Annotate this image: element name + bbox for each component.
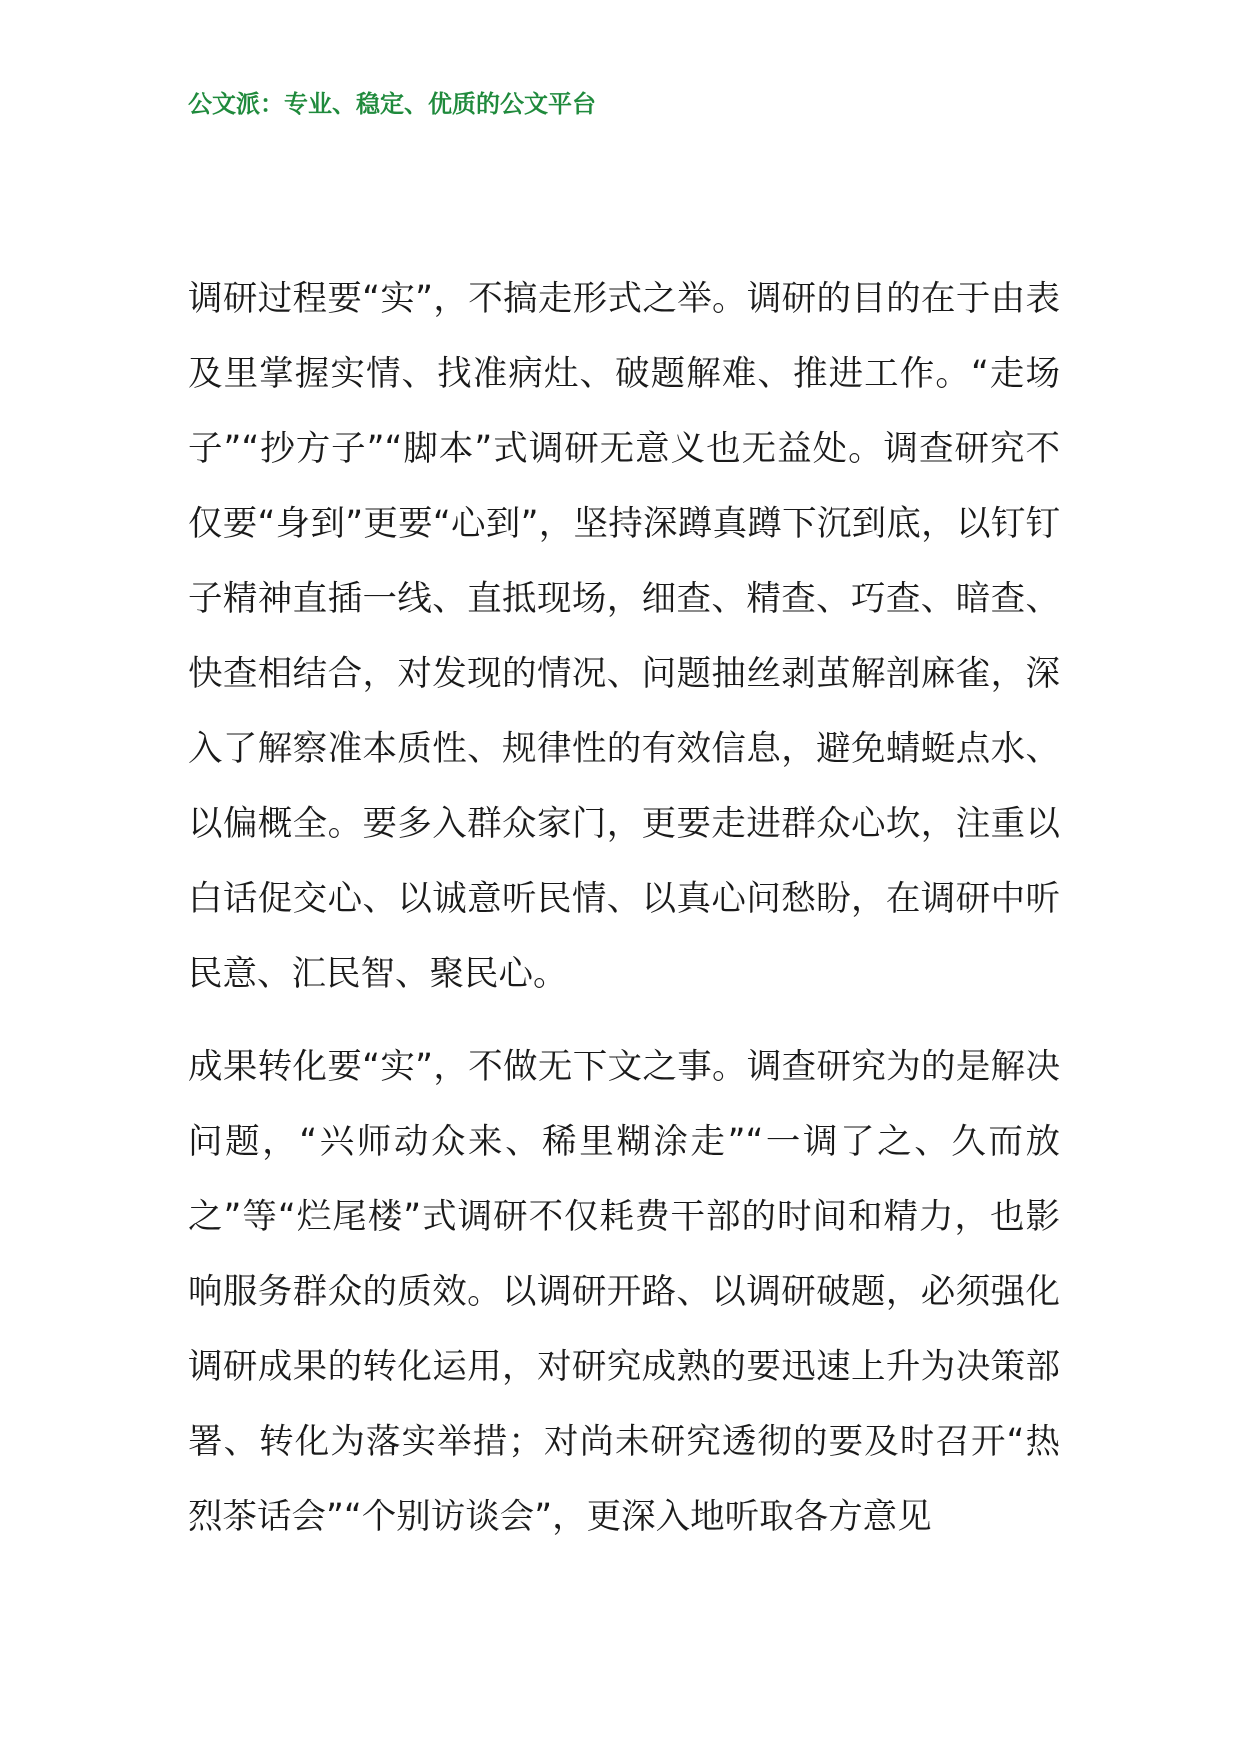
header-title: 公文派：专业、稳定、优质的公文平台: [188, 89, 596, 118]
paragraph-research-process: 调研过程要“实”，不搞走形式之举。调研的目的在于由表及里掌握实情、找准病灶、破题解难、推进工作。“走场子”“抄方子”“脚本”式调研无意义也无益处。调查研究不仅要“身到”更要“心到”，坚持深蹲真蹲下沉到底，以钉钉子精神直插一线、直抵现场，细查、精查、巧查、暗查、快查相结合，对发现的情况、问题抽丝剥茧解剖麻雀，深入了解察准本质性、规律性的有效信息，避免蜻蜓点水、以偏概全。要多入群众家门，更要走进群众心坎，注重以白话促交心、以诚意听民情、以真心问愁盼，在调研中听民意、汇民智、聚民心。: [188, 279, 1060, 994]
paragraph-result-transformation: 成果转化要“实”，不做无下文之事。调查研究为的是解决问题，“兴师动众来、稀里糊涂走”“一调了之、久而放之”等“烂尾楼”式调研不仅耗费干部的时间和精力，也影响服务群众的质效。以调研开路、以调研破题，必须强化调研成果的转化运用，对研究成熟的要迅速上升为决策部署、转化为落实举措；对尚未研究透彻的要及时召开“热烈茶话会”“个别访谈会”，更深入地听取各方意见: [188, 1047, 1060, 1537]
document-body: [188, 262, 1060, 1555]
